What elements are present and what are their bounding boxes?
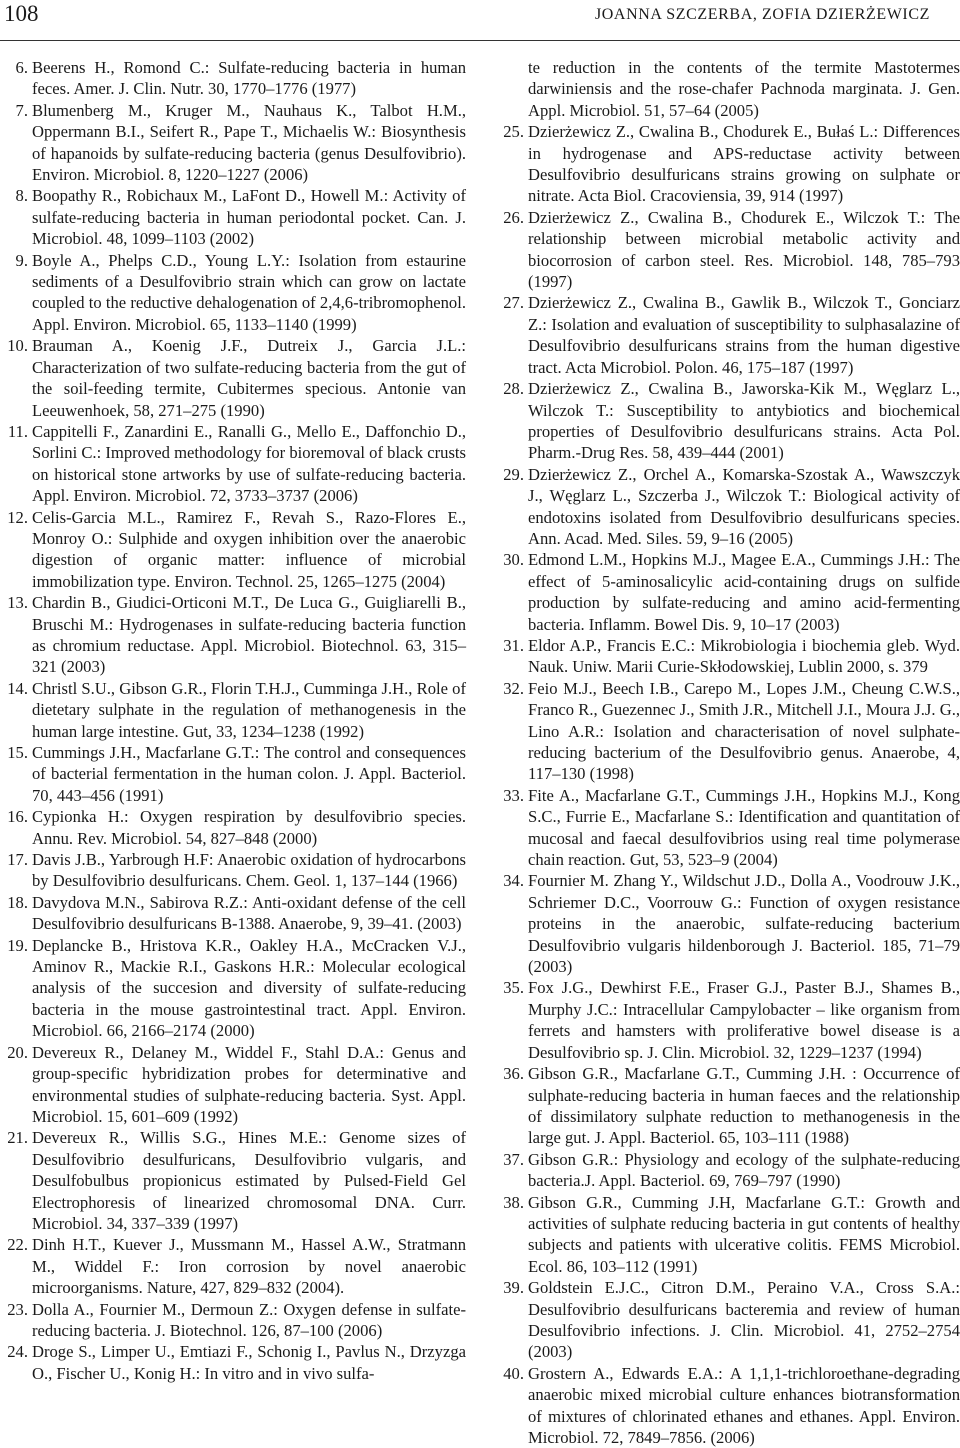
reference-number: 17. <box>7 850 28 870</box>
reference-text: Dzierżewicz Z., Cwalina B., Chodurek E., Wilczok T.: The relationship between microbial metabolic activity and biocorrosion of carbon steel. Res. Microbiol. 148, 785–793 (1997) <box>528 207 960 292</box>
reference-text: Dinh H.T., Kuever J., Mussmann M., Hassel A.W., Stratmann M., Widdel F.: Iron corrosion by novel anaerobic microorganisms. Nature, 427, 829–832 (2004). <box>32 1235 466 1298</box>
reference-text: Dolla A., Fournier M., Dermoun Z.: Oxygen defense in sulfate-reducing bacteria. J. Biotechnol. 126, 87–100 (2006) <box>32 1299 466 1340</box>
reference-item <box>496 464 960 550</box>
reference-item <box>0 592 466 678</box>
reference-text: Chardin B., Giudici-Orticoni M.T., De Luca G., Guigliarelli B., Bruschi M.: Hydrogenases in sulfate-reducing bacteria function as chromium reductase. Appl. Microbiol. Biotechnol. 63, 315–321 (2003) <box>32 593 466 677</box>
reference-number: 38. <box>503 1192 524 1212</box>
reference-text: Devereux R., Willis S.G., Hines M.E.: Genome sizes of Desulfovibrio desulfuricans, Desulfovibrio vulgaris, and Desulfobulbus propionicus estimated by Pulsed-Field Gel Electrophoresis of linearized chromosomal DNA. Curr. Microbiol. 34, 337–339 (1997) <box>32 1128 466 1233</box>
reference-number: 7. <box>15 100 28 120</box>
reference-item <box>0 421 466 507</box>
reference-item <box>0 892 466 935</box>
reference-number: 34. <box>503 871 524 891</box>
reference-number: 35. <box>503 978 524 998</box>
reference-number: 26. <box>503 207 524 227</box>
reference-number: 37. <box>503 1149 524 1169</box>
reference-item <box>0 1127 466 1234</box>
reference-text: Eldor A.P., Francis E.C.: Mikrobiologia i biochemia gleb. Wyd. Nauk. Uniw. Marii Curie-Skłodowskiej, Lublin 2000, s. 379 <box>528 635 960 677</box>
reference-number: 21. <box>7 1128 28 1148</box>
reference-text: Blumenberg M., Kruger M., Nauhaus K., Talbot H.M., Oppermann B.I., Seifert R., Pape T., Michaelis W.: Biosynthesis of hapanoids by sulfate-reducing bacteria (genus Desulfovibrio). Environ. Microbiol. 8, 1220–1227 (2006) <box>32 100 466 185</box>
reference-number: 24. <box>7 1342 28 1362</box>
reference-text: Celis-Garcia M.L., Ramirez F., Revah S., Razo-Flores E., Monroy O.: Sulphide and oxygen inhibition over the anaerobic digestion of organic matter: influence of microbial immobilization type. Environ. Technol. 25, 1265–1275 (2004) <box>32 507 466 591</box>
reference-item <box>496 678 960 785</box>
reference-number: 33. <box>503 785 524 805</box>
page-number: 108 <box>4 1 39 26</box>
reference-item <box>496 121 960 207</box>
reference-item <box>496 1149 960 1192</box>
reference-number: 12. <box>7 507 28 527</box>
reference-text: Brauman A., Koenig J.F., Dutreix J., Garcia J.L.: Characterization of two sulfate-reducing bacteria from the gut of the soil-feeding termite, Cubitermes specious. Antonie van Leeuwenhoek, 58, 271–275 (1990) <box>32 336 466 420</box>
reference-number: 30. <box>503 550 524 570</box>
reference-item <box>0 335 466 421</box>
reference-item <box>496 1363 960 1448</box>
reference-text: Boopathy R., Robichaux M., LaFont D., Howell M.: Activity of sulfate-reducing bacteria in human periodontal pocket. Can. J. Microbiol. 48, 1099–1103 (2002) <box>32 186 466 249</box>
reference-text: Dzierżewicz Z., Cwalina B., Jaworska-Kik M., Węglarz L., Wilczok T.: Susceptibility to antybiotics and biochemical properties of Desulfovibrio desulfuricans strains. Acta Pol. Pharm.-Drug Res. 58, 439–444 (2001) <box>528 379 960 463</box>
right-column <box>496 57 960 1448</box>
reference-item <box>496 635 960 678</box>
reference-number: 9. <box>15 250 28 270</box>
reference-item <box>0 100 466 186</box>
reference-number: 40. <box>503 1363 524 1383</box>
reference-item <box>0 806 466 849</box>
reference-text: Cypionka H.: Oxygen respiration by desulfovibrio species. Annu. Rev. Microbiol. 54, 827–848 (2000) <box>32 807 466 848</box>
reference-number: 10. <box>7 336 28 356</box>
reference-text: Beerens H., Romond C.: Sulfate-reducing bacteria in human feces. Amer. J. Clin. Nutr. 30, 1770–1776 (1977) <box>32 58 466 99</box>
reference-number: 14. <box>7 678 28 698</box>
reference-item <box>0 935 466 1042</box>
reference-text: Devereux R., Delaney M., Widdel F., Stahl D.A.: Genus and group-specific hybridization probes for determinative and environmental studies of sulphate-reducing bacteria. Syst. Appl. Microbiol. 15, 601–609 (1992) <box>32 1042 466 1126</box>
reference-number: 6. <box>15 58 28 77</box>
reference-number: 22. <box>7 1235 28 1255</box>
reference-item <box>0 742 466 806</box>
reference-text: Fox J.G., Dewhirst F.E., Fraser G.J., Paster B.J., Shames B., Murphy J.C.: Intracellular Campylobacter – like organism from ferrets and hamsters with proliferative bowel disease is a Desulfovibrio sp. J. Clin. Microbiol. 32, 1229–1237 (1994) <box>528 978 960 1062</box>
reference-text: Fournier M. Zhang Y., Wildschut J.D., Dolla A., Voodrouw J.K., Schriemer D.C., Voorrouw G.: Function of oxygen resistance proteins in the anaerobic, sulfate-reducing bacterium Desulfovibrio vulgaris hildenborough J. Bacteriol. 185, 71–79 (2003) <box>528 871 960 977</box>
reference-text: Gibson G.R., Cumming J.H, Macfarlane G.T.: Growth and activities of sulphate reducing bacteria in gut contents of healthy subjects and patients with ulcerative colitis. FEMS Microbiol. Ecol. 86, 103–112 (1991) <box>528 1192 960 1276</box>
reference-number: 29. <box>503 464 524 484</box>
reference-item <box>0 1234 466 1298</box>
reference-item <box>0 1042 466 1128</box>
reference-number: 36. <box>503 1064 524 1084</box>
reference-text: Boyle A., Phelps C.D., Young L.Y.: Isolation from estaurine sediments of a Desulfovibrio strain which can grow on lactate coupled to the reductive dehalogenation of 2,4,6-tribromophenol. Appl. Environ. Microbiol. 65, 1133–1140 (1999) <box>32 250 466 334</box>
reference-item <box>496 1192 960 1278</box>
reference-number: 27. <box>503 293 524 313</box>
reference-item <box>0 57 466 100</box>
reference-item <box>0 185 466 249</box>
reference-text: Gibson G.R.: Physiology and ecology of the sulphate-reducing bacteria.J. Appl. Bacteriol. 69, 769–797 (1990) <box>528 1149 960 1191</box>
reference-item <box>0 507 466 593</box>
reference-number: 18. <box>7 892 28 912</box>
reference-item <box>496 378 960 464</box>
reference-item <box>496 785 960 871</box>
reference-item <box>496 1277 960 1363</box>
reference-item <box>496 549 960 635</box>
reference-text: Fite A., Macfarlane G.T., Cummings J.H., Hopkins M.J., Kong S.C., Furrie E., Macfarlane S.: Identification and quantitation of mucosal and faecal desulfovibrios using real time polymerase chain reaction. Gut, 53, 523–9 (2004) <box>528 785 960 870</box>
reference-text: Edmond L.M., Hopkins M.J., Magee E.A., Cummings J.H.: The effect of 5-aminosalicylic acid-containing drugs on sulfide production by sulfate-reducing and amino acid-fermenting bacteria. Inflamm. Bowel Dis. 9, 10–17 (2003) <box>528 550 960 634</box>
reference-number: 16. <box>7 807 28 827</box>
reference-number: 8. <box>15 186 28 206</box>
reference-text: Grostern A., Edwards E.A.: A 1,1,1-trichloroethane-degrading anaerobic mixed microbial culture enhances biotransformation of mixtures of chlorinated ethanes and ethanes. Appl. Environ. Microbiol. 72, 7849–7856. (2006) <box>528 1363 960 1447</box>
reference-item <box>496 977 960 1063</box>
reference-continuation: te reduction in the contents of the termite Mastotermes darwiniensis and the rose-chafer Pachnoda marginata. J. Gen. Appl. Microbiol. 51, 57–64 (2005) <box>528 58 960 120</box>
left-column <box>0 57 466 1384</box>
reference-item <box>496 870 960 977</box>
reference-text: Dzierżewicz Z., Orchel A., Komarska-Szostak A., Wawszczyk J., Węglarz L., Szczerba J., Wilczok T.: Biological activity of endotoxins isolated from Desulfovibrio desulfuricans species. Ann. Acad. Med. Siles. 59, 9–16 (2005) <box>528 464 960 548</box>
reference-number: 39. <box>503 1278 524 1298</box>
reference-number: 15. <box>7 743 28 762</box>
reference-text: Goldstein E.J.C., Citron D.M., Peraino V.A., Cross S.A.: Desulfovibrio desulfuricans bacteremia and review of human Desulfovibrio infections. J. Clin. Microbiol. 41, 2752–2754 (2003) <box>528 1278 960 1362</box>
reference-item <box>0 678 466 742</box>
reference-text: Droge S., Limper U., Emtiazi F., Schonig I., Pavlus N., Drzyzga O., Fischer U., Konig H.: In vitro and in vivo sulfa- <box>32 1342 466 1383</box>
reference-text: Christl S.U., Gibson G.R., Florin T.H.J., Cumminga J.H., Role of dietetary sulphate in the regulation of methanogenesis in the human large intestine. Gut, 33, 1234–1238 (1992) <box>32 678 466 741</box>
reference-text: Deplancke B., Hristova K.R., Oakley H.A., McCracken V.J., Aminov R., Mackie R.I., Gaskons H.R.: Molecular ecological analysis of the succesion and diversity of sulfate-reducing bacteria in the mouse gastrointestinal tract. Appl. Environ. Microbiol. 66, 2166–2174 (2000) <box>32 935 466 1041</box>
running-head: JOANNA SZCZERBA, ZOFIA DZIERŻEWICZ <box>594 6 930 23</box>
reference-number: 19. <box>7 935 28 955</box>
reference-text: Davis J.B., Yarbrough H.F: Anaerobic oxidation of hydrocarbons by Desulfovibrio desulfuricans. Chem. Geol. 1, 137–144 (1966) <box>32 850 466 891</box>
reference-text: Feio M.J., Beech I.B., Carepo M., Lopes J.M., Cheung C.W.S., Franco R., Guezennec J., Smith J.R., Mitchell J.I., Moura J.J. G., Lino A.R.: Isolation and characterisation of novel sulphate-reducing bacterium of the Desulfovibrio genus. Anaerobe, 4, 117–130 (1998) <box>528 678 960 784</box>
reference-text: Dzierżewicz Z., Cwalina B., Gawlik B., Wilczok T., Gonciarz Z.: Isolation and evaluation of susceptibility to sulphasalazine of Desulfovibrio desulfuricans strains from the human digestive tract. Acta Microbiol. Polon. 46, 175–187 (1997) <box>528 293 960 377</box>
reference-text: Dzierżewicz Z., Cwalina B., Chodurek E., Bułaś L.: Differences in hydrogenase and APS-reductase activity between Desulfovibrio desulfuricans strains growing on sulphate or nitrate. Acta Biol. Cracoviensia, 39, 914 (1997) <box>528 122 960 206</box>
reference-number: 20. <box>7 1042 28 1062</box>
reference-text: Gibson G.R., Macfarlane G.T., Cumming J.H. : Occurrence of sulphate-reducing bacteria in human faeces and the relationship of dissimilatory sulphate reduction to methanogenesis in the large gut. J. Appl. Bacteriol. 65, 103–111 (1988) <box>528 1064 960 1148</box>
reference-item <box>0 1299 466 1342</box>
reference-item <box>496 1063 960 1149</box>
reference-number: 23. <box>7 1299 28 1319</box>
reference-text: Davydova M.N., Sabirova R.Z.: Anti-oxidant defense of the cell Desulfovibrio desulfuricans B-1388. Anaerobe, 9, 39–41. (2003) <box>32 892 466 934</box>
header-rule <box>0 40 960 41</box>
reference-number: 11. <box>7 421 28 441</box>
reference-text: Cappitelli F., Zanardini E., Ranalli G., Mello E., Daffonchio D., Sorlini C.: Improved methodology for bioremoval of black crusts on historical stone artworks by use of sulfate-reducing bacteria. Appl. Environ. Microbiol. 72, 3733–3737 (2006) <box>32 421 466 506</box>
reference-text: Cummings J.H., Macfarlane G.T.: The control and consequences of bacterial fermentation in the human colon. J. Appl. Bacteriol. 70, 443–456 (1991) <box>32 743 466 805</box>
reference-item <box>496 207 960 293</box>
reference-number: 13. <box>7 593 28 613</box>
reference-item <box>0 849 466 892</box>
reference-item <box>0 250 466 336</box>
reference-number: 32. <box>503 678 524 698</box>
reference-number: 25. <box>503 122 524 142</box>
reference-number: 28. <box>503 379 524 399</box>
reference-item <box>496 292 960 378</box>
reference-number: 31. <box>503 635 524 655</box>
reference-item <box>0 1341 466 1384</box>
